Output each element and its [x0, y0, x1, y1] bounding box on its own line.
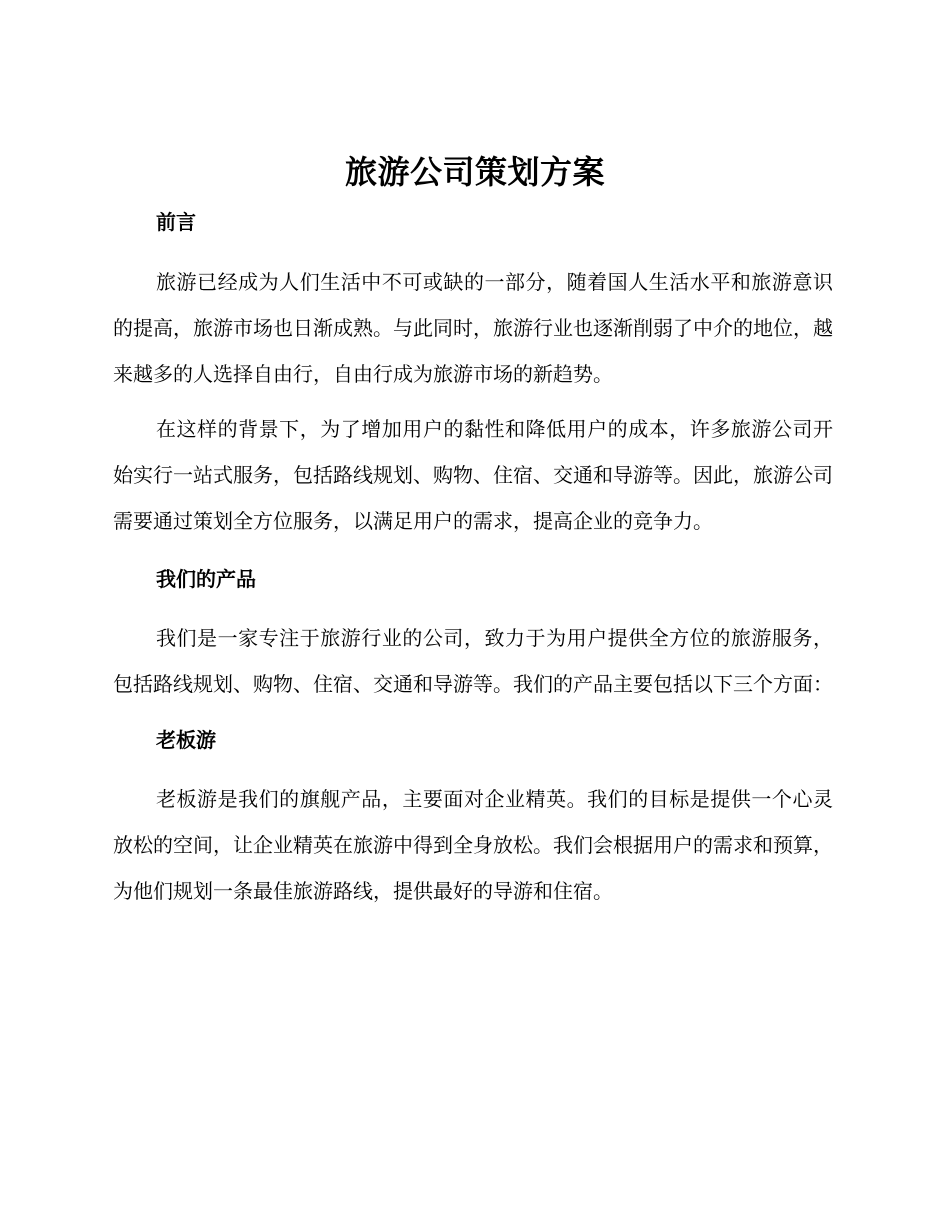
- paragraph: 旅游已经成为人们生活中不可或缺的一部分，随着国人生活水平和旅游意识的提高，旅游市场也日渐成熟。与此同时，旅游行业也逐渐削弱了中介的地位，越来越多的人选择自由行，自由行成为旅游市场的新趋势。: [113, 270, 833, 386]
- paragraph: 在这样的背景下，为了增加用户的黏性和降低用户的成本，许多旅游公司开始实行一站式服务，包括路线规划、购物、住宿、交通和导游等。因此，旅游公司需要通过策划全方位服务，以满足用户的需求，提高企业的竞争力。: [113, 417, 833, 533]
- section-heading-boss-tour: 老板游: [156, 728, 216, 752]
- document-title: 旅游公司策划方案: [344, 153, 605, 191]
- section-heading-products: 我们的产品: [156, 567, 256, 591]
- section-heading-preface: 前言: [156, 210, 196, 234]
- paragraph: 我们是一家专注于旅游行业的公司，致力于为用户提供全方位的旅游服务，包括路线规划、购物、住宿、交通和导游等。我们的产品主要包括以下三个方面：: [113, 626, 833, 696]
- paragraph: 老板游是我们的旗舰产品，主要面对企业精英。我们的目标是提供一个心灵放松的空间，让企业精英在旅游中得到全身放松。我们会根据用户的需求和预算，为他们规划一条最佳旅游路线，提供最好的导游和住宿。: [113, 787, 833, 903]
- document-body: [113, 203, 833, 914]
